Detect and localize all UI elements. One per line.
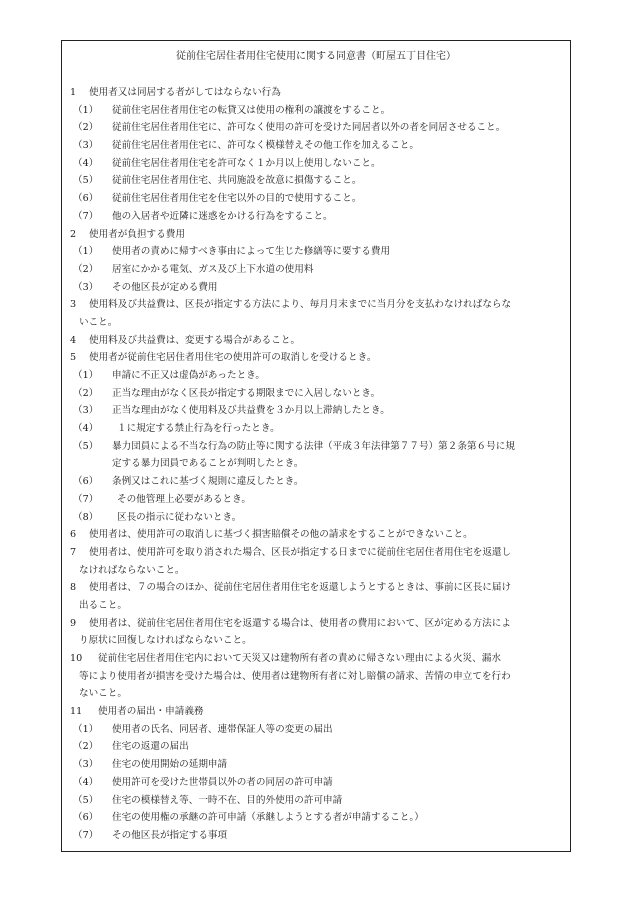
item-text: いこと。 [79, 316, 118, 328]
item-number: （3） [73, 405, 99, 417]
item-text: 使用者は、使用許可の取消しに基づく損害賠償その他の請求をすることができないこと。 [89, 529, 473, 541]
item-number: （1） [73, 246, 99, 258]
item-text: 区長の指示に従わないとき。 [117, 511, 242, 523]
continuation-line [70, 685, 562, 703]
item-text: 使用者の届出・申請義務 [98, 706, 204, 718]
item-number: 7 [70, 546, 77, 558]
list-item [70, 385, 562, 403]
section-line [70, 544, 562, 562]
item-number: （5） [73, 794, 99, 806]
section-line [70, 650, 562, 668]
list-item [70, 172, 562, 190]
item-number: （3） [73, 281, 99, 293]
section-line [70, 84, 562, 102]
item-number: 5 [70, 352, 77, 364]
list-item [70, 190, 562, 208]
list-item [70, 243, 562, 261]
item-text: 従前住宅居住者用住宅を住宅以外の目的で使用すること。 [112, 193, 362, 205]
item-number: （1） [73, 723, 99, 735]
list-item [70, 809, 562, 827]
section-line [70, 615, 562, 633]
list-item [70, 491, 562, 509]
item-text: 定する暴力団員であることが判明したとき。 [112, 458, 304, 470]
item-text: 住宅の使用開始の延期申請 [112, 759, 228, 771]
item-text: り原状に回復しなければならないこと。 [79, 635, 252, 647]
item-text: １に規定する禁止行為を行ったとき。 [117, 423, 280, 435]
item-text: 等により使用者が損害を受けた場合は、使用者は建物所有者に対し賠償の請求、苦情の申立てを行わ [79, 670, 511, 682]
section-line [70, 526, 562, 544]
list-item [70, 438, 562, 456]
item-number: 9 [70, 617, 77, 629]
item-number: （2） [73, 387, 99, 399]
list-item [70, 774, 562, 792]
continuation-line [70, 597, 562, 615]
list-item [70, 473, 562, 491]
item-text: 使用者は、使用許可を取り消された場合、区長が指定する日までに従前住宅居住者用住宅を返還し [89, 546, 512, 558]
item-text: 従前住宅居住者用住宅内において天災又は建物所有者の責めに帰さない理由による火災、漏水 [98, 653, 501, 664]
item-text: その他管理上必要があるとき。 [117, 493, 251, 505]
list-item [70, 208, 562, 226]
list-item [70, 155, 562, 173]
item-number: （5） [73, 440, 99, 452]
item-number: （7） [73, 493, 99, 505]
item-text: 従前住宅居住者用住宅、共同施設を故意に損傷すること。 [112, 175, 362, 187]
item-text: 正当な理由がなく区長が指定する期限までに入居しないとき。 [112, 387, 381, 399]
item-text: 居室にかかる電気、ガス及び上下水道の使用料 [112, 263, 314, 275]
item-text: 住宅の模様替え等、一時不在、目的外使用の許可申請 [112, 794, 343, 806]
item-number: （1） [73, 104, 99, 116]
item-number: 1 [70, 87, 77, 98]
item-number: （2） [73, 122, 99, 134]
list-item [70, 367, 562, 385]
item-number: （7） [73, 210, 99, 222]
item-number: 2 [70, 228, 77, 240]
list-item [70, 792, 562, 810]
section-line [70, 226, 562, 244]
item-text: ないこと。 [79, 688, 127, 700]
item-number: （6） [73, 812, 99, 824]
item-text: 従前住宅居住者用住宅を許可なく１か月以上使用しないこと。 [112, 157, 381, 169]
item-text: 使用許可を受けた世帯員以外の者の同居の許可申請 [112, 776, 333, 788]
list-item [70, 279, 562, 297]
item-number: （4） [73, 157, 99, 169]
item-text: 使用者が負担する費用 [89, 228, 185, 240]
item-number: （6） [73, 476, 99, 488]
item-number: （2） [73, 263, 99, 275]
item-text: 使用者の責めに帰すべき事由によって生じた修繕等に要する費用 [112, 246, 391, 258]
item-text: 条例又はこれに基づく規則に違反したとき。 [112, 476, 304, 488]
item-number: （3） [73, 140, 99, 152]
item-number: 4 [70, 334, 77, 346]
section-line [70, 296, 562, 314]
continuation-line [70, 455, 562, 473]
list-item [70, 261, 562, 279]
section-line [70, 349, 562, 367]
item-text: 従前住宅居住者用住宅に、許可なく使用の許可を受けた同居者以外の者を同居させること。 [112, 122, 506, 134]
item-number: （4） [73, 423, 99, 435]
item-text: 使用者が従前住宅居住者用住宅の使用許可の取消しを受けるとき。 [89, 352, 377, 364]
item-number: （8） [73, 511, 99, 523]
item-text: なければならないこと。 [79, 564, 185, 576]
item-number: （4） [73, 776, 99, 788]
item-text: 使用者は、７の場合のほか、従前住宅居住者用住宅を返還しようとするときは、事前に区長に届け [89, 582, 512, 594]
continuation-line [70, 632, 562, 650]
item-number: （7） [73, 829, 99, 841]
item-number: （3） [73, 759, 99, 771]
list-item [70, 402, 562, 420]
item-text: 使用料及び共益費は、区長が指定する方法により、毎月月末までに当月分を支払わなければならな [89, 299, 512, 311]
list-item [70, 738, 562, 756]
item-text: 使用者又は同居する者がしてはならない行為 [89, 87, 281, 98]
item-number: 11 [70, 706, 83, 718]
list-item [70, 102, 562, 120]
item-number: （6） [73, 193, 99, 205]
list-item [70, 137, 562, 155]
item-text: 使用料及び共益費は、変更する場合があること。 [89, 334, 301, 346]
item-number: 3 [70, 299, 77, 311]
item-text: その他区長が指定する事項 [112, 829, 228, 841]
list-item [70, 119, 562, 137]
continuation-line [70, 314, 562, 332]
document-title: 従前住宅居住者用住宅使用に関する同意書（町屋五丁目住宅） [176, 51, 456, 62]
item-number: （1） [73, 370, 99, 381]
list-item [70, 509, 562, 527]
item-text: 従前住宅居住者用住宅の転貸又は使用の権利の譲渡をすること。 [112, 104, 391, 116]
continuation-line [70, 562, 562, 580]
document-frame [61, 40, 571, 852]
list-item [70, 827, 562, 845]
item-number: 10 [70, 653, 83, 664]
continuation-line [70, 668, 562, 686]
item-text: 暴力団員による不当な行為の防止等に関する法律（平成３年法律第７７号）第２条第６号に規 [112, 440, 515, 452]
item-number: 8 [70, 582, 77, 594]
section-line [70, 332, 562, 350]
list-item [70, 721, 562, 739]
item-text: 住宅の使用権の承継の許可申請（承継しようとする者が申請すること。） [112, 812, 424, 824]
item-text: 住宅の返還の届出 [112, 741, 189, 753]
item-text: 他の入居者や近隣に迷惑をかける行為をすること。 [112, 210, 333, 222]
item-text: その他区長が定める費用 [112, 281, 218, 293]
list-item [70, 420, 562, 438]
item-number: （5） [73, 175, 99, 187]
document-body [70, 84, 562, 845]
section-line [70, 703, 562, 721]
item-text: 従前住宅居住者用住宅に、許可なく模様替えその他工作を加えること。 [112, 140, 419, 152]
item-text: 申請に不正又は虚偽があったとき。 [112, 370, 266, 381]
item-text: 正当な理由がなく使用料及び共益費を３か月以上滞納したとき。 [112, 405, 390, 417]
item-text: 出ること。 [79, 599, 127, 611]
item-text: 使用者の氏名、同居者、連帯保証人等の変更の届出 [112, 723, 333, 735]
item-text: 使用者は、従前住宅居住者用住宅を返還する場合は、使用者の費用において、区が定める方法によ [89, 617, 511, 629]
item-number: 6 [70, 529, 77, 541]
section-line [70, 579, 562, 597]
list-item [70, 756, 562, 774]
item-number: （2） [73, 741, 99, 753]
